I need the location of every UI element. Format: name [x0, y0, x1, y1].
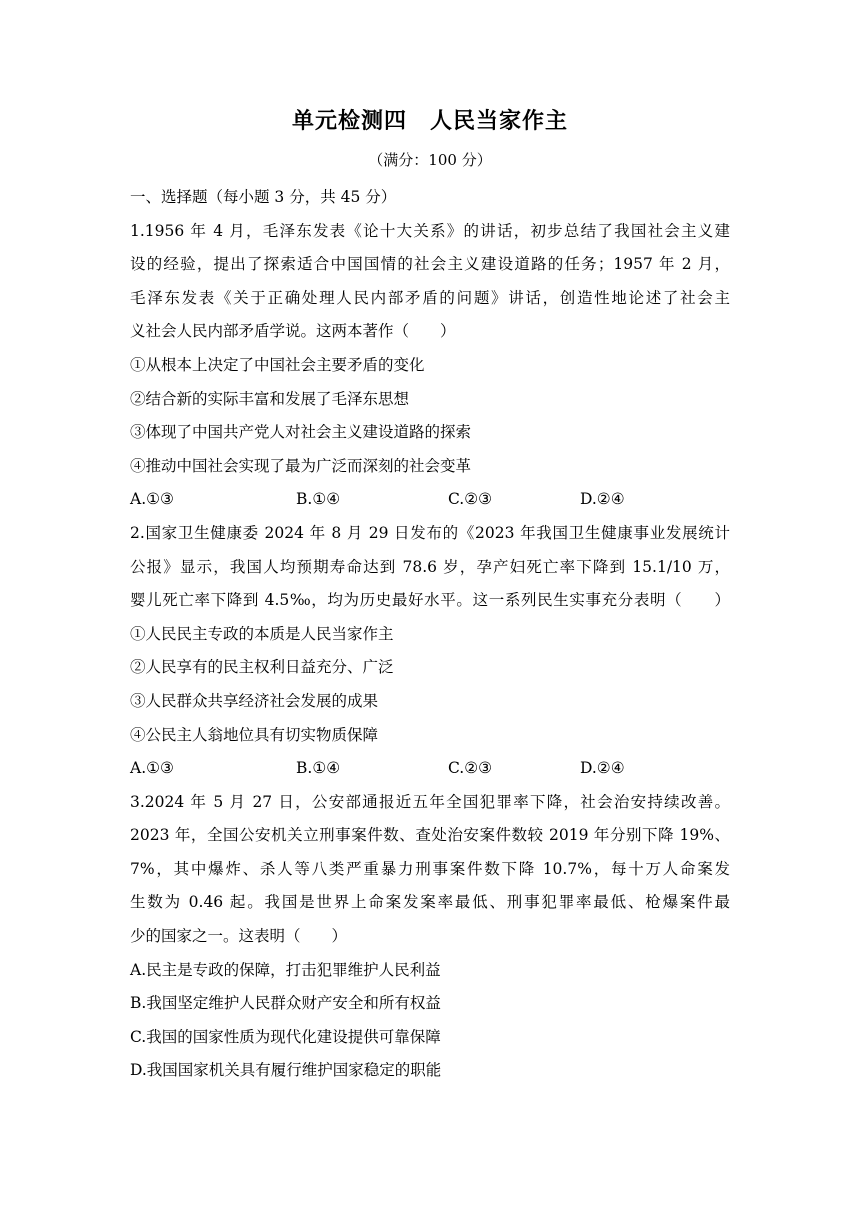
- option-c: C.②③: [448, 759, 493, 778]
- option-d: D.②④: [580, 759, 625, 778]
- question-stem-line: 少的国家之一。这表明（ ）: [130, 927, 348, 946]
- section-heading: 一、选择题（每小题 3 分，共 45 分）: [130, 188, 397, 206]
- choice-item: B.我国坚定维护人民群众财产安全和所有权益: [130, 994, 441, 1013]
- statement-item: ①人民民主专政的本质是人民当家作主: [130, 624, 394, 643]
- choice-item: D.我国国家机关具有履行维护国家稳定的职能: [130, 1061, 442, 1080]
- question-stem-line: 义社会人民内部矛盾学说。这两本著作（ ）: [130, 322, 456, 341]
- statement-item: ①从根本上决定了中国社会主要矛盾的变化: [130, 355, 425, 374]
- statement-item: ④推动中国社会实现了最为广泛而深刻的社会变革: [130, 456, 472, 475]
- statement-item: ②结合新的实际丰富和发展了毛泽东思想: [130, 389, 410, 408]
- option-d: D.②④: [580, 490, 625, 509]
- statement-item: ③人民群众共享经济社会发展的成果: [130, 691, 379, 710]
- page-title: 单元检测四 人民当家作主: [291, 109, 568, 134]
- question-stem-line: 2023 年，全国公安机关立刑事案件数、查处治安案件数较 2019 年分别下降 19%、: [130, 826, 730, 845]
- option-b: B.①④: [296, 490, 341, 509]
- choice-item: A.民主是专政的保障，打击犯罪维护人民利益: [130, 960, 441, 979]
- question-stem-line: 3.2024 年 5 月 27 日，公安部通报近五年全国犯罪率下降，社会治安持续改善。: [130, 792, 730, 811]
- exam-content: [130, 181, 730, 1088]
- question-stem-line: 设的经验，提出了探索适合中国国情的社会主义建设道路的任务；1957 年 2 月，: [130, 255, 730, 274]
- option-c: C.②③: [448, 490, 493, 509]
- question-stem-line: 公报》显示，我国人均预期寿命达到 78.6 岁，孕产妇死亡率下降到 15.1/10 万，: [130, 557, 730, 576]
- question-stem-line: 毛泽东发表《关于正确处理人民内部矛盾的问题》讲话，创造性地论述了社会主: [130, 288, 730, 307]
- question-3: [130, 786, 730, 1088]
- question-2: [130, 517, 730, 786]
- question-stem-line: 婴儿死亡率下降到 4.5‰，均为历史最好水平。这一系列民生实事充分表明（ ）: [130, 591, 730, 610]
- option-b: B.①④: [296, 759, 341, 778]
- question-stem-line: 生数为 0.46 起。我国是世界上命案发案率最低、刑事犯罪率最低、枪爆案件最: [130, 893, 730, 912]
- choice-item: C.我国的国家性质为现代化建设提供可靠保障: [130, 1027, 441, 1046]
- option-a: A.①③: [130, 490, 174, 509]
- question-stem-line: 7%，其中爆炸、杀人等八类严重暴力刑事案件数下降 10.7%，每十万人命案发: [130, 859, 730, 878]
- option-a: A.①③: [130, 759, 174, 778]
- question-stem-line: 1.1956 年 4 月，毛泽东发表《论十大关系》的讲话，初步总结了我国社会主义建: [130, 221, 730, 240]
- statement-item: ④公民主人翁地位具有切实物质保障: [130, 725, 379, 744]
- question-stem-line: 2.国家卫生健康委 2024 年 8 月 29 日发布的《2023 年我国卫生健康事业发展统计: [130, 523, 730, 542]
- statement-item: ②人民享有的民主权利日益充分、广泛: [130, 658, 394, 677]
- statement-item: ③体现了中国共产党人对社会主义建设道路的探索: [130, 423, 472, 442]
- answer-options: [130, 752, 730, 786]
- question-1: [130, 215, 730, 517]
- answer-options: [130, 483, 730, 517]
- score-note: （满分：100 分）: [368, 151, 492, 169]
